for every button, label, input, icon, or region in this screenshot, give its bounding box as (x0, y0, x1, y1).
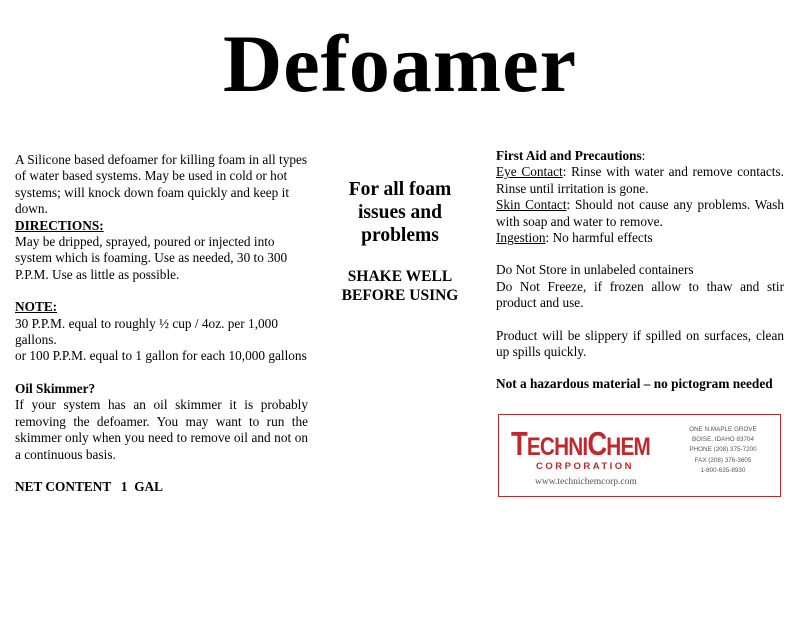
freeze-warning: Do Not Freeze, if frozen allow to thaw and stir product and use. (496, 278, 784, 311)
product-description: A Silicone based defoamer for killing foam in all types of water based systems. May be used in cold or hot systems; will knock down foam quickly and keep it down. (15, 152, 308, 217)
product-title: Defoamer (222, 18, 578, 109)
left-column (15, 152, 308, 495)
slogan: For all foam issues and problems (348, 179, 452, 246)
storage-warning: Do Not Store in unlabeled containers (496, 262, 694, 278)
oil-skimmer-heading: Oil Skimmer? (15, 380, 96, 396)
logo-website: www.technichemcorp.com (535, 477, 637, 487)
directions-heading: DIRECTIONS: (15, 217, 104, 233)
middle-column (330, 178, 470, 305)
slippery-warning: Product will be slippery if spilled on surfaces, clean up spills quickly. (496, 327, 784, 360)
oil-skimmer-text: If your system has an oil skimmer it is probably removing the defoamer. You may want to run the skimmer only when you need to remove oil and not on a continuous basis. (15, 397, 308, 462)
logo-address: ONE N.MAPLE GROVE BOISE, IDAHO 83704 PHONE (208) 375-7200 FAX (208) 376-3605 1-800-635-8930 (689, 426, 757, 474)
note-line-1: 30 P.P.M. equal to roughly ½ cup / 4oz. per 1,000 gallons. (15, 315, 278, 348)
eye-contact (496, 164, 784, 197)
note-heading: NOTE: (15, 299, 58, 315)
eye-contact-text: : Rinse with water and remove contacts. Rinse until irritation is gone. (496, 164, 784, 196)
ingestion (496, 230, 784, 246)
logo-corporation: CORPORATION (536, 461, 635, 472)
note-line-2: or 100 P.P.M. equal to 1 gallon for each 10,000 gallons (15, 348, 307, 364)
right-column (496, 148, 784, 393)
eye-contact-label: Eye Contact (496, 164, 563, 180)
shake-warning: SHAKE WELL BEFORE USING (341, 268, 459, 304)
directions-text: May be dripped, sprayed, poured or injected into system which is foaming. Use as needed, 30 to 300 P.P.M. Use as little as possible. (15, 234, 288, 282)
net-content: NET CONTENT 1 GAL (15, 478, 164, 494)
technichem-logo (498, 414, 781, 497)
hazard-statement: Not a hazardous material – no pictogram needed (496, 376, 773, 392)
first-aid-heading-line (496, 148, 784, 164)
skin-contact (496, 197, 784, 230)
skin-contact-text: : Should not cause any problems. Wash with soap and water to remove. (496, 197, 784, 229)
ingestion-text: : No harmful effects (545, 230, 653, 246)
logo-wordmark: TECHNICHEM (511, 425, 650, 462)
ingestion-label: Ingestion (496, 230, 546, 246)
first-aid-colon: : (641, 148, 646, 163)
skin-contact-label: Skin Contact (496, 197, 567, 213)
first-aid-heading: First Aid and Precautions (496, 148, 642, 163)
